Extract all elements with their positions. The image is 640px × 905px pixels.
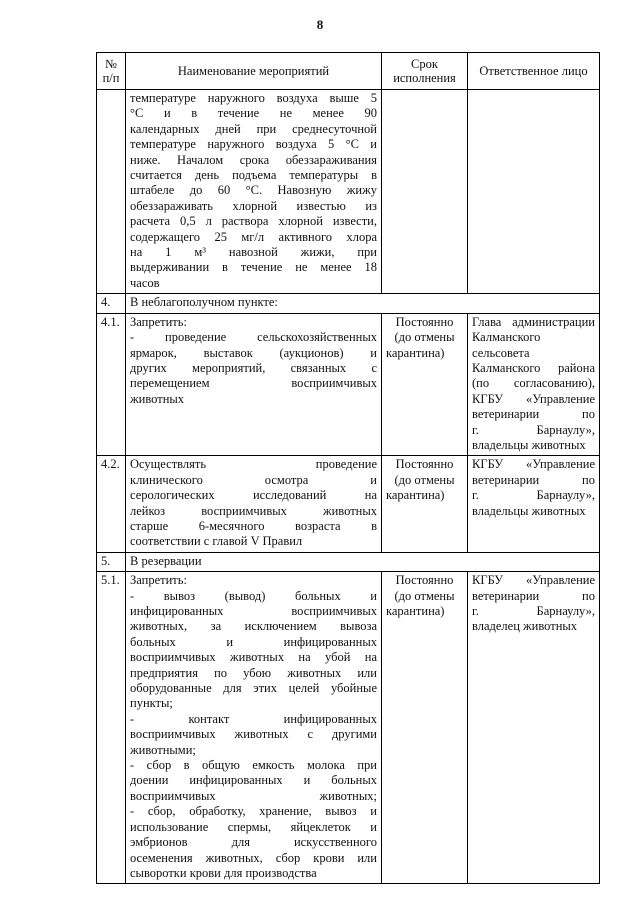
page-number: 8 — [316, 17, 324, 32]
section-title: В резервации — [126, 552, 600, 571]
text-line: карантина) — [386, 488, 445, 503]
text-line: ветеринарии по — [472, 407, 595, 422]
text-line: - вывоз (вывод) больных и — [130, 588, 377, 603]
text-line: животными; — [130, 742, 196, 757]
text-line: содержащего 25 мг/л активного хлора — [130, 229, 377, 244]
text-line: инфицированных восприимчивых — [130, 604, 377, 618]
row-num: 4.1. — [97, 313, 126, 456]
text-line: животных — [130, 391, 185, 406]
text-line: температуре наружного воздуха 5 °С и — [130, 137, 377, 152]
text-line: серологических исследований на — [130, 488, 377, 503]
text-line: календарных дней при среднесуточной — [130, 121, 377, 136]
text-line: - сбор в общую емкость молока при — [130, 758, 377, 773]
text-line: Осуществлять проведение — [130, 457, 377, 472]
table-row — [97, 313, 600, 456]
text-line: г. Барнаулу», — [472, 604, 595, 618]
section-row — [97, 552, 600, 571]
text-line: больных и инфицированных — [130, 634, 377, 649]
text-line: осеменения животных, сбор крови или — [130, 850, 377, 865]
measure-text — [126, 456, 382, 552]
text-line: старше 6-месячного возраста в — [130, 518, 377, 533]
text-line: на 1 м³ навозной жижи, при — [130, 245, 377, 260]
text-line: Калманского района — [472, 360, 595, 375]
text-line: предприятия по убою животных или — [130, 665, 377, 680]
text-line: КГБУ «Управление — [472, 391, 595, 406]
header-row — [97, 53, 600, 90]
text-line: КГБУ «Управление — [472, 573, 595, 588]
text-line: ветеринарии по — [472, 472, 595, 487]
header-name: Наименование мероприятий — [126, 53, 382, 90]
text-line: владельцы животных — [472, 503, 586, 518]
text-line: оборудованные для этих целей убойные — [130, 681, 377, 696]
text-line: Постоянно — [395, 573, 454, 588]
text-line: - проведение сельскохозяйственных — [130, 330, 377, 345]
text-line: - сбор, обработку, хранение, вывоз и — [130, 804, 377, 819]
text-line: (до отмены — [394, 588, 455, 603]
deadline-empty — [382, 90, 468, 294]
text-line: клинического осмотра и — [130, 472, 377, 487]
text-line: восприимчивых животных с другими — [130, 727, 377, 742]
responsible-empty — [468, 90, 600, 294]
text-line: г. Барнаулу», — [472, 422, 595, 437]
text-line: использование спермы, яйцеклеток и — [130, 819, 377, 834]
text-line: - контакт инфицированных — [130, 711, 377, 726]
measures-table — [96, 52, 600, 884]
responsible-text — [468, 572, 600, 884]
text-line: восприимчивых животных на убой на — [130, 650, 377, 665]
text-line: карантина) — [386, 604, 445, 618]
section-num: 4. — [97, 294, 126, 313]
text-line: сыворотки крови для производства — [130, 865, 317, 880]
text-line: считается день подъема температуры в — [130, 168, 377, 183]
section-row — [97, 294, 600, 313]
continuation-text — [126, 90, 382, 294]
text-line: лейкоз восприимчивых животных — [130, 503, 377, 518]
measure-text — [126, 313, 382, 456]
text-line: восприимчивых животных; — [130, 788, 377, 803]
deadline-text — [382, 572, 468, 884]
text-line: ветеринарии по — [472, 588, 595, 603]
table-row — [97, 572, 600, 884]
text-line: владелец животных — [472, 619, 578, 634]
responsible-text — [468, 313, 600, 456]
text-line: Запретить: — [130, 314, 187, 329]
text-line: других мероприятий, связанных с — [130, 360, 377, 375]
deadline-text — [382, 313, 468, 456]
text-line: владельцы животных — [472, 437, 586, 452]
table-row — [97, 456, 600, 552]
text-line: Запретить: — [130, 573, 187, 588]
text-line: животных, за исключением вывоза — [130, 619, 377, 634]
text-line: Глава администрации — [472, 314, 595, 329]
text-line: соответствии с главой V Правил — [130, 534, 303, 549]
text-line: перемещением восприимчивых — [130, 376, 377, 391]
text-line: эмбрионов для искусственного — [130, 835, 377, 850]
text-line: температуре наружного воздуха выше 5 — [130, 91, 377, 105]
text-line: карантина) — [386, 345, 445, 360]
row-num-empty — [97, 90, 126, 294]
text-line: обеззараживать хлорной известью из — [130, 198, 377, 213]
responsible-text — [468, 456, 600, 552]
section-title: В неблагополучном пункте: — [126, 294, 600, 313]
text-line: (до отмены — [394, 330, 455, 345]
text-line: сельсовета — [472, 345, 530, 360]
header-num: № п/п — [97, 53, 126, 90]
header-deadline: Срок исполнения — [382, 53, 468, 90]
row-num: 4.2. — [97, 456, 126, 552]
text-line: (по согласованию), — [472, 376, 595, 391]
text-line: Постоянно — [395, 457, 454, 472]
text-line: штабеле до 60 °С. Навозную жижу — [130, 183, 377, 198]
row-num: 5.1. — [97, 572, 126, 884]
text-line: Постоянно — [395, 314, 454, 329]
header-responsible: Ответственное лицо — [468, 53, 600, 90]
deadline-text — [382, 456, 468, 552]
text-line: ярмарок, выставок (аукционов) и — [130, 345, 377, 360]
text-line: часов — [130, 275, 160, 290]
text-line: г. Барнаулу», — [472, 488, 595, 503]
continuation-row — [97, 90, 600, 294]
text-line: КГБУ «Управление — [472, 457, 595, 472]
measure-text — [126, 572, 382, 884]
text-line: (до отмены — [394, 472, 455, 487]
text-line: выдерживании в течение не менее 18 — [130, 260, 377, 275]
text-line: ниже. Началом срока обеззараживания — [130, 152, 377, 167]
text-line: пункты; — [130, 696, 173, 711]
text-line: Калманского — [472, 330, 541, 345]
text-line: доении инфицированных и больных — [130, 773, 377, 788]
text-line: °С и в течение не менее 90 — [130, 106, 377, 121]
section-num: 5. — [97, 552, 126, 571]
text-line: расчета 0,5 л раствора хлорной извести, — [130, 214, 377, 229]
